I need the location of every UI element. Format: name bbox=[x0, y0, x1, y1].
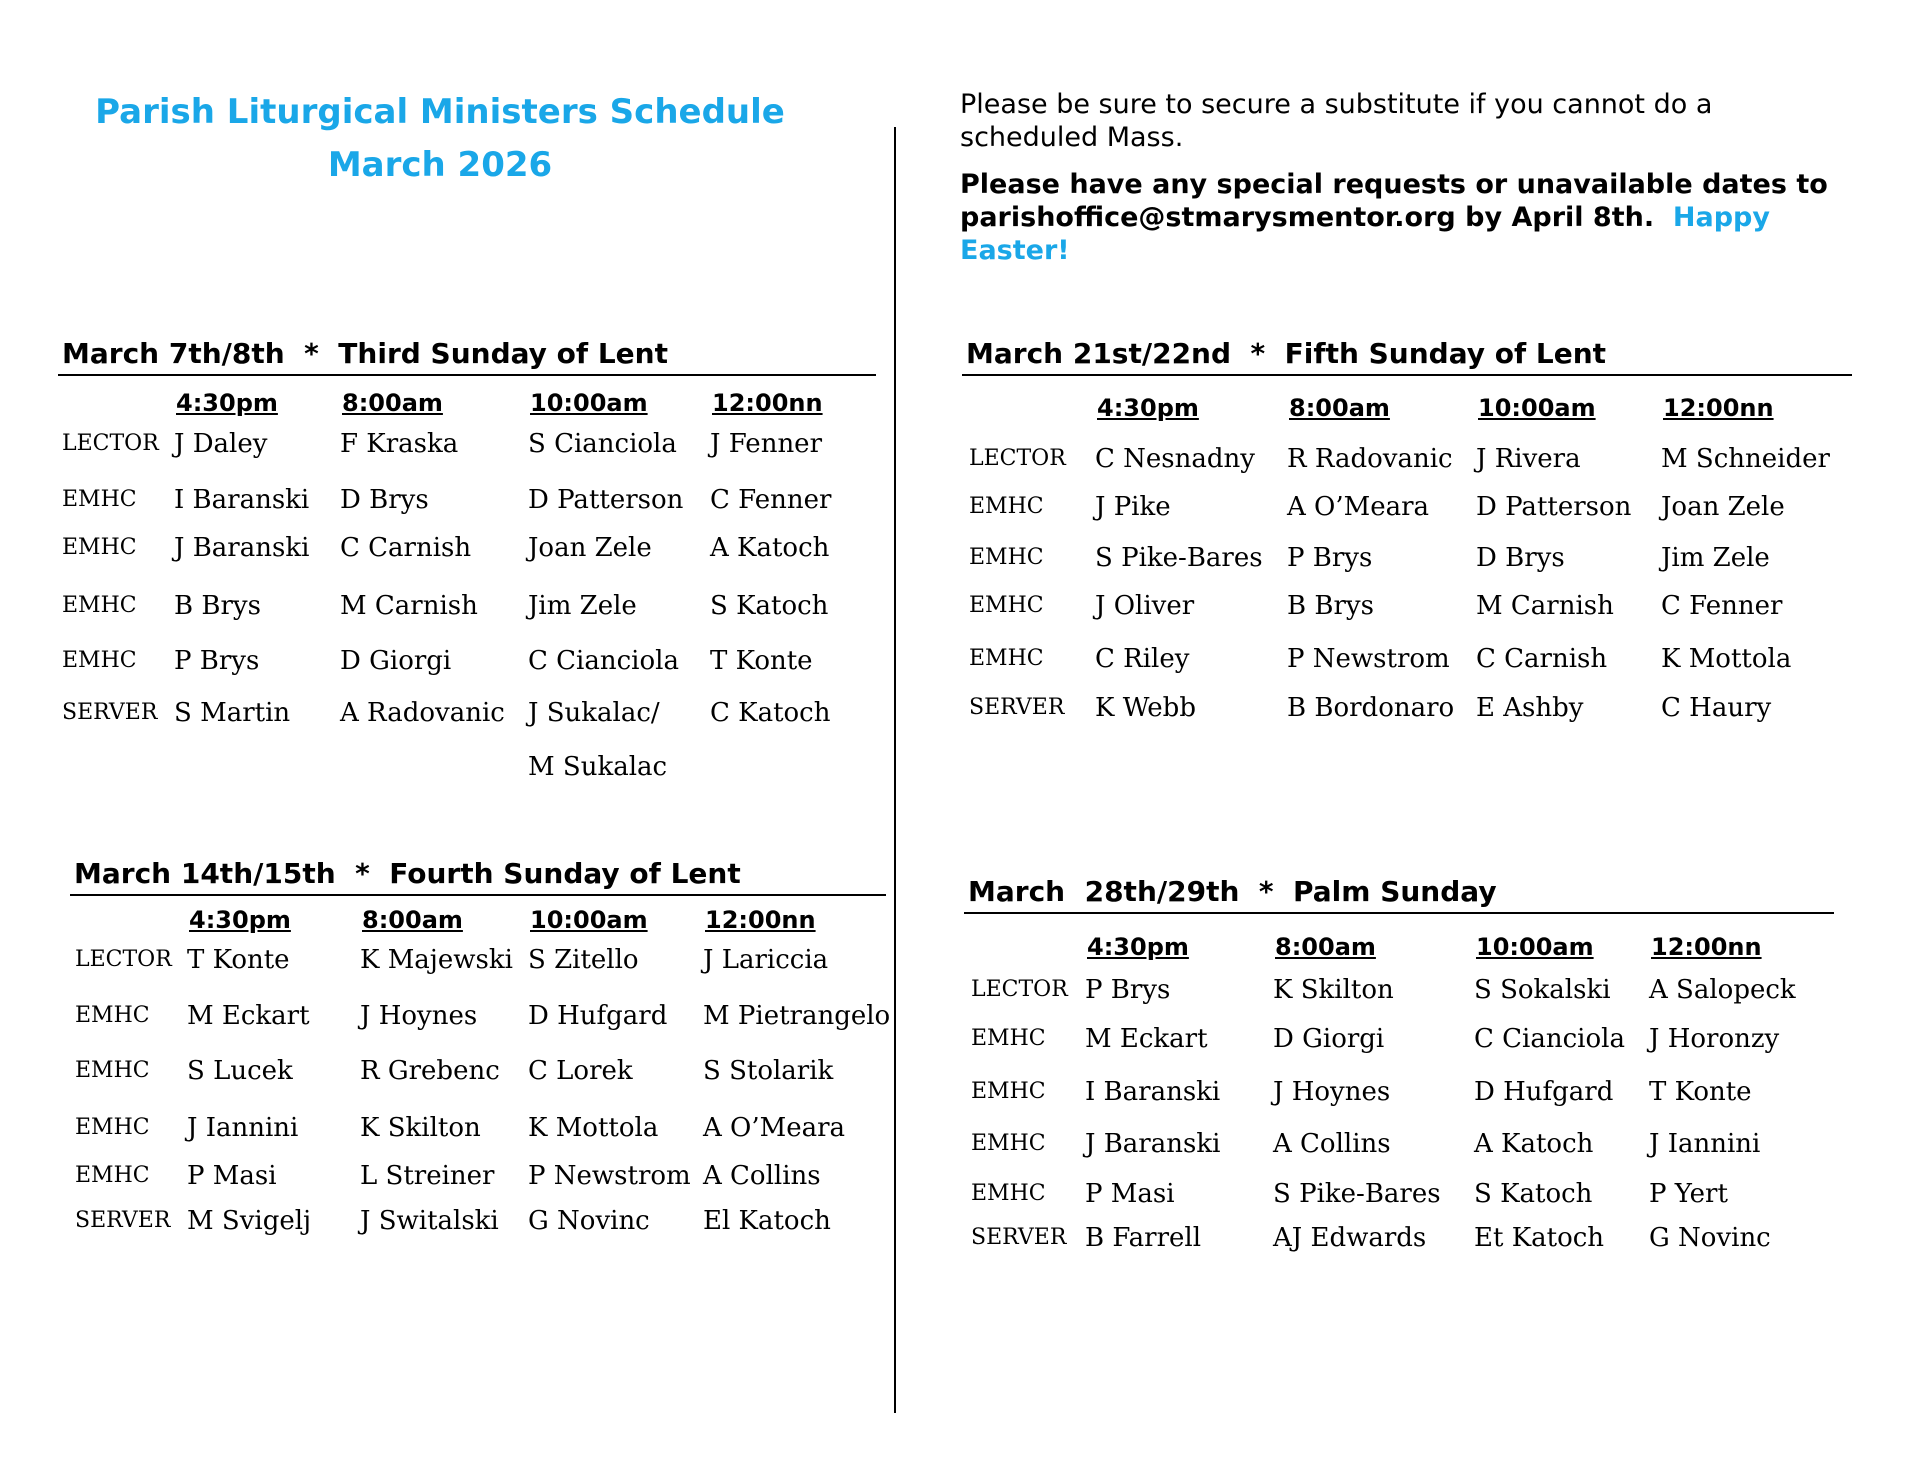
minister-name: P Masi bbox=[187, 1161, 277, 1191]
notice-substitute-line1: Please be sure to secure a substitute if you cannot do a bbox=[960, 89, 1713, 120]
minister-name: J Rivera bbox=[1476, 444, 1581, 474]
minister-name: C Cianciola bbox=[1474, 1024, 1625, 1054]
minister-name: P Brys bbox=[174, 646, 260, 676]
minister-name: C Carnish bbox=[340, 533, 472, 563]
minister-name: S Martin bbox=[174, 698, 291, 728]
mass-time-header: 8:00am bbox=[1275, 933, 1376, 961]
minister-name: P Newstrom bbox=[1287, 644, 1450, 674]
minister-name: C Cianciola bbox=[528, 646, 679, 676]
role-label: SERVER bbox=[75, 1208, 171, 1233]
happy-easter-text: Happy Easter! bbox=[960, 202, 1770, 266]
minister-name: R Radovanic bbox=[1287, 444, 1453, 474]
role-label: EMHC bbox=[75, 1115, 150, 1140]
role-label: EMHC bbox=[969, 646, 1044, 671]
mass-time-header: 12:00nn bbox=[705, 906, 816, 934]
role-label: LECTOR bbox=[75, 947, 172, 972]
minister-name: P Newstrom bbox=[528, 1161, 691, 1191]
minister-name: J Baranski bbox=[174, 533, 310, 563]
minister-name: J Baranski bbox=[1085, 1129, 1221, 1159]
minister-name: J Pike bbox=[1095, 492, 1171, 522]
mass-time-header: 10:00am bbox=[1478, 394, 1596, 422]
minister-name: E Ashby bbox=[1476, 693, 1584, 723]
minister-name: D Giorgi bbox=[1273, 1024, 1385, 1054]
minister-name: D Brys bbox=[1476, 543, 1565, 573]
minister-name: A O’Meara bbox=[1287, 492, 1430, 522]
minister-name: S Cianciola bbox=[528, 429, 677, 459]
mass-time-header: 4:30pm bbox=[176, 389, 278, 417]
section-heading: March 7th/8th * Third Sunday of Lent bbox=[58, 336, 876, 376]
minister-name: C Fenner bbox=[1661, 591, 1783, 621]
role-label: SERVER bbox=[62, 700, 158, 725]
minister-name: D Patterson bbox=[528, 485, 684, 515]
minister-name: J Hoynes bbox=[360, 1001, 478, 1031]
minister-name: K Majewski bbox=[360, 945, 513, 975]
minister-name: S Katoch bbox=[1474, 1179, 1593, 1209]
minister-name: G Novinc bbox=[1649, 1223, 1771, 1253]
minister-name: J Horonzy bbox=[1649, 1024, 1780, 1054]
minister-name: J Fenner bbox=[710, 429, 822, 459]
minister-name: P Yert bbox=[1649, 1179, 1728, 1209]
role-label: EMHC bbox=[969, 593, 1044, 618]
minister-name: A Collins bbox=[1273, 1129, 1391, 1159]
minister-name: L Streiner bbox=[360, 1161, 495, 1191]
minister-name: P Brys bbox=[1287, 543, 1373, 573]
minister-name: AJ Edwards bbox=[1273, 1223, 1427, 1253]
mass-time-header: 12:00nn bbox=[712, 389, 823, 417]
minister-name: C Nesnadny bbox=[1095, 444, 1255, 474]
notice-requests-line2 bbox=[960, 201, 1860, 267]
mass-time-header: 8:00am bbox=[362, 906, 463, 934]
role-label: EMHC bbox=[62, 648, 137, 673]
minister-name: J Oliver bbox=[1095, 591, 1195, 621]
minister-name: S Pike-Bares bbox=[1273, 1179, 1441, 1209]
minister-name: B Farrell bbox=[1085, 1223, 1202, 1253]
role-label: LECTOR bbox=[971, 977, 1068, 1002]
section-heading: March 14th/15th * Fourth Sunday of Lent bbox=[70, 856, 886, 896]
minister-name: D Brys bbox=[340, 485, 429, 515]
minister-name: I Baranski bbox=[1085, 1077, 1221, 1107]
minister-name: C Riley bbox=[1095, 644, 1190, 674]
minister-name: T Konte bbox=[1649, 1077, 1752, 1107]
minister-name: P Brys bbox=[1085, 975, 1171, 1005]
minister-name: Joan Zele bbox=[528, 533, 652, 563]
minister-name: S Stolarik bbox=[703, 1056, 834, 1086]
minister-name: B Brys bbox=[174, 591, 261, 621]
minister-name: D Hufgard bbox=[1474, 1077, 1614, 1107]
minister-name: A Collins bbox=[703, 1161, 821, 1191]
minister-name: M Schneider bbox=[1661, 444, 1830, 474]
mass-time-header: 10:00am bbox=[530, 906, 648, 934]
notice-requests-line1: Please have any special requests or unavailable dates to bbox=[960, 169, 1828, 200]
role-label: EMHC bbox=[969, 545, 1044, 570]
minister-name: F Kraska bbox=[340, 429, 459, 459]
minister-name: A Salopeck bbox=[1649, 975, 1796, 1005]
minister-name: J Iannini bbox=[187, 1113, 299, 1143]
minister-name: S Sokalski bbox=[1474, 975, 1611, 1005]
minister-name: J Hoynes bbox=[1273, 1077, 1391, 1107]
minister-name: K Skilton bbox=[1273, 975, 1394, 1005]
minister-name: J Daley bbox=[174, 429, 268, 459]
role-label: EMHC bbox=[75, 1163, 150, 1188]
mass-time-header: 10:00am bbox=[530, 389, 648, 417]
mass-time-header: 12:00nn bbox=[1663, 394, 1774, 422]
minister-name: S Katoch bbox=[710, 591, 829, 621]
minister-name: A Katoch bbox=[1474, 1129, 1594, 1159]
minister-name: C Fenner bbox=[710, 485, 832, 515]
role-label: EMHC bbox=[75, 1058, 150, 1083]
section-heading: March 28th/29th * Palm Sunday bbox=[964, 874, 1834, 914]
minister-name: J Switalski bbox=[360, 1206, 499, 1236]
minister-name: S Zitello bbox=[528, 945, 639, 975]
minister-name: Joan Zele bbox=[1661, 492, 1785, 522]
role-label: EMHC bbox=[969, 494, 1044, 519]
minister-name: C Carnish bbox=[1476, 644, 1608, 674]
role-label: LECTOR bbox=[62, 431, 159, 456]
minister-name: J Sukalac/ bbox=[528, 698, 660, 728]
minister-name: G Novinc bbox=[528, 1206, 650, 1236]
role-label: EMHC bbox=[75, 1003, 150, 1028]
minister-name: M Sukalac bbox=[528, 752, 668, 782]
mass-time-header: 12:00nn bbox=[1651, 933, 1762, 961]
minister-name: J Iannini bbox=[1649, 1129, 1761, 1159]
minister-name: D Patterson bbox=[1476, 492, 1632, 522]
role-label: EMHC bbox=[971, 1079, 1046, 1104]
minister-name: K Mottola bbox=[528, 1113, 659, 1143]
minister-name: M Eckart bbox=[1085, 1024, 1208, 1054]
minister-name: D Giorgi bbox=[340, 646, 452, 676]
minister-name: M Carnish bbox=[1476, 591, 1614, 621]
role-label: SERVER bbox=[971, 1225, 1067, 1250]
column-divider bbox=[894, 127, 896, 1413]
mass-time-header: 4:30pm bbox=[1087, 933, 1189, 961]
mass-time-header: 8:00am bbox=[1289, 394, 1390, 422]
minister-name: D Hufgard bbox=[528, 1001, 668, 1031]
minister-name: M Svigelj bbox=[187, 1206, 312, 1236]
minister-name: A Radovanic bbox=[340, 698, 505, 728]
minister-name: Jim Zele bbox=[1661, 543, 1770, 573]
minister-name: C Lorek bbox=[528, 1056, 633, 1086]
notice-substitute-line2: scheduled Mass. bbox=[960, 122, 1184, 153]
minister-name: A Katoch bbox=[710, 533, 830, 563]
mass-time-header: 4:30pm bbox=[189, 906, 291, 934]
mass-time-header: 8:00am bbox=[342, 389, 443, 417]
minister-name: B Brys bbox=[1287, 591, 1374, 621]
minister-name: S Lucek bbox=[187, 1056, 293, 1086]
minister-name: R Grebenc bbox=[360, 1056, 500, 1086]
minister-name: C Haury bbox=[1661, 693, 1772, 723]
section-heading: March 21st/22nd * Fifth Sunday of Lent bbox=[962, 336, 1852, 376]
role-label: SERVER bbox=[969, 695, 1065, 720]
mass-time-header: 4:30pm bbox=[1097, 394, 1199, 422]
minister-name: C Katoch bbox=[710, 698, 831, 728]
role-label: EMHC bbox=[971, 1181, 1046, 1206]
minister-name: K Mottola bbox=[1661, 644, 1792, 674]
page-title: Parish Liturgical Ministers Schedule bbox=[95, 92, 785, 132]
minister-name: P Masi bbox=[1085, 1179, 1175, 1209]
minister-name: B Bordonaro bbox=[1287, 693, 1455, 723]
role-label: EMHC bbox=[971, 1131, 1046, 1156]
role-label: LECTOR bbox=[969, 446, 1066, 471]
role-label: EMHC bbox=[971, 1026, 1046, 1051]
role-label: EMHC bbox=[62, 487, 137, 512]
role-label: EMHC bbox=[62, 593, 137, 618]
notice-email-text: parishoffice@stmarysmentor.org by April 8th. bbox=[960, 202, 1655, 233]
role-label: EMHC bbox=[62, 535, 137, 560]
minister-name: T Konte bbox=[187, 945, 290, 975]
minister-name: Et Katoch bbox=[1474, 1223, 1605, 1253]
minister-name: M Eckart bbox=[187, 1001, 310, 1031]
minister-name: El Katoch bbox=[703, 1206, 831, 1236]
minister-name: T Konte bbox=[710, 646, 813, 676]
minister-name: M Pietrangelo bbox=[703, 1001, 891, 1031]
minister-name: K Skilton bbox=[360, 1113, 481, 1143]
mass-time-header: 10:00am bbox=[1476, 933, 1594, 961]
minister-name: J Lariccia bbox=[703, 945, 829, 975]
minister-name: A O’Meara bbox=[703, 1113, 846, 1143]
minister-name: K Webb bbox=[1095, 693, 1196, 723]
minister-name: S Pike-Bares bbox=[1095, 543, 1263, 573]
minister-name: M Carnish bbox=[340, 591, 478, 621]
page-subtitle-month: March 2026 bbox=[327, 145, 553, 185]
minister-name: Jim Zele bbox=[528, 591, 637, 621]
minister-name: I Baranski bbox=[174, 485, 310, 515]
